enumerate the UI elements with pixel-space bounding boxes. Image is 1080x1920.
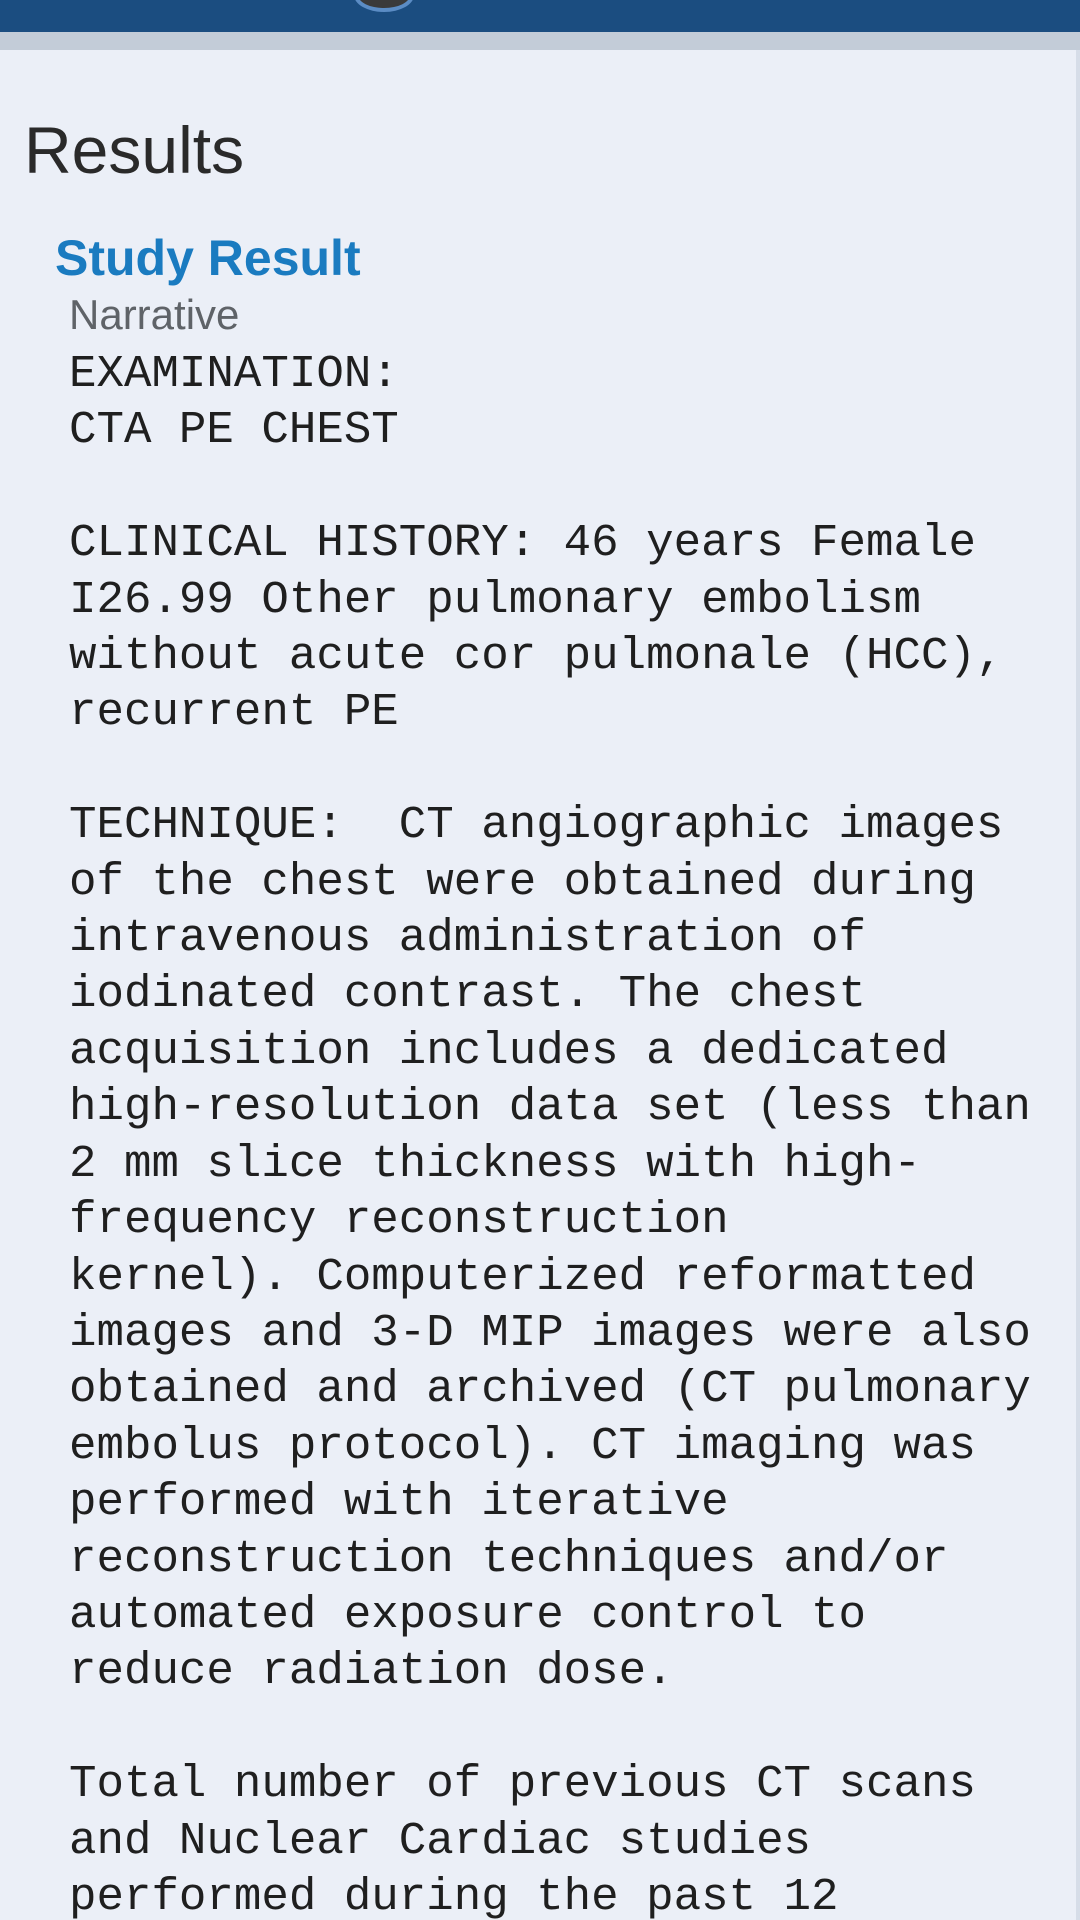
header-shadow [0, 32, 1080, 50]
page-title: Results [24, 113, 245, 187]
study-result-heading: Study Result [55, 230, 361, 286]
narrative-report-text: EXAMINATION: CTA PE CHEST CLINICAL HISTORY: 46 years Female I26.99 Other pulmonary embolism without acute cor pulmonale (HCC), recurrent PE TECHNIQUE: CT angiographic images of the chest were obtained during intravenous administration of iodinated contrast. The chest acquisition includes a dedicated high-resolution data set (less than 2 mm slice thickness with high- frequency reconstruction kernel). Computerized reformatted images and 3-D MIP images were also obtained and archived (CT pulmonary embolus protocol). CT imaging was performed with iterative reconstruction techniques and/or automated exposure control to reduce radiation dose. Total number of previous CT scans and Nuclear Cardiac studies performed during the past 12 [69, 348, 1031, 1920]
results-content[interactable] [0, 50, 1080, 1920]
app-header-bar [0, 0, 1080, 32]
narrative-label: Narrative [69, 291, 240, 338]
scroll-edge [1076, 50, 1080, 1920]
avatar[interactable] [354, 0, 414, 12]
